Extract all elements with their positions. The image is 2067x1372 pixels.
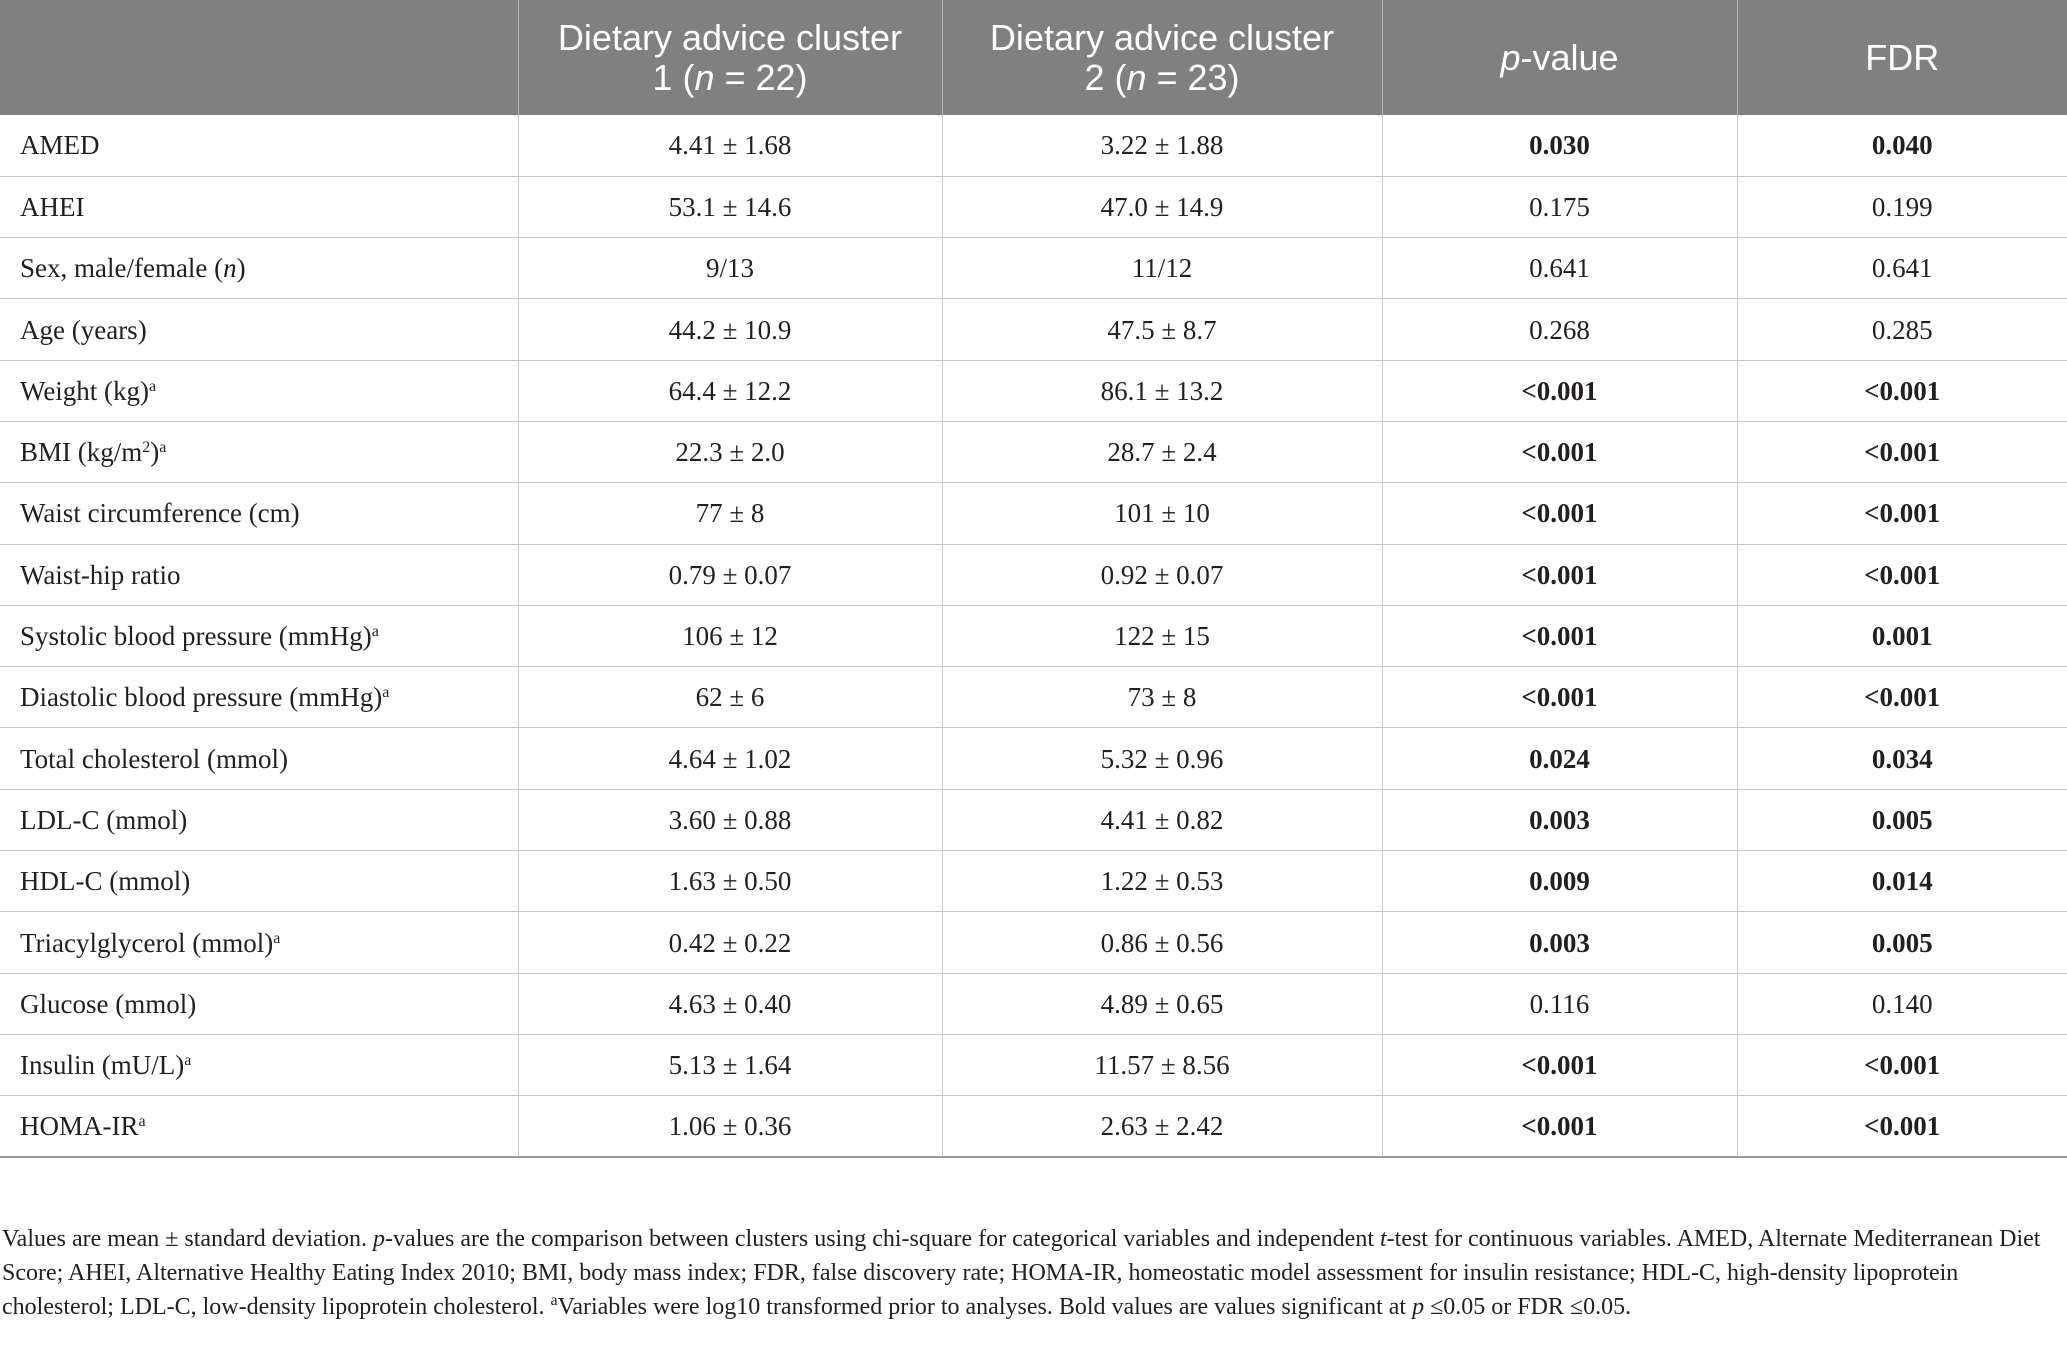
header-row xyxy=(0,0,2067,115)
row-label xyxy=(0,851,518,912)
header-fdr: FDR xyxy=(1737,0,2067,115)
cluster-2-value: 0.92 ± 0.07 xyxy=(942,544,1382,605)
cluster-2-value: 3.22 ± 1.88 xyxy=(942,115,1382,176)
p-value: <0.001 xyxy=(1382,605,1737,666)
table-row xyxy=(0,176,2067,237)
row-footnote-marker: a xyxy=(273,929,281,947)
header-p-post: -value xyxy=(1520,36,1619,78)
cluster-2-value: 101 ± 10 xyxy=(942,483,1382,544)
cluster-2-value: 4.89 ± 0.65 xyxy=(942,973,1382,1034)
header-cluster-2-pre: 2 ( xyxy=(1084,56,1127,98)
row-label xyxy=(0,973,518,1034)
table-row xyxy=(0,544,2067,605)
row-label-text: BMI (kg/m xyxy=(20,437,143,468)
cluster-1-value: 1.06 ± 0.36 xyxy=(518,1096,942,1157)
cluster-1-value: 0.79 ± 0.07 xyxy=(518,544,942,605)
table-row xyxy=(0,1096,2067,1157)
footnote-part: -values are the comparison between clusters using chi-square for categorical variables and independent xyxy=(385,1226,1380,1252)
cluster-2-value: 11/12 xyxy=(942,238,1382,299)
row-label-text: Waist circumference (cm) xyxy=(20,498,300,529)
row-label xyxy=(0,728,518,789)
cluster-1-value: 5.13 ± 1.64 xyxy=(518,1034,942,1095)
cluster-1-value: 106 ± 12 xyxy=(518,605,942,666)
p-value: 0.030 xyxy=(1382,115,1737,176)
cluster-2-value: 0.86 ± 0.56 xyxy=(942,912,1382,973)
cluster-1-value: 0.42 ± 0.22 xyxy=(518,912,942,973)
row-label xyxy=(0,115,518,176)
row-footnote-marker: a xyxy=(138,1113,146,1131)
header-cluster-1-n: n xyxy=(694,56,715,98)
cluster-1-value: 64.4 ± 12.2 xyxy=(518,360,942,421)
row-footnote-marker: a xyxy=(149,377,157,395)
cluster-1-value: 62 ± 6 xyxy=(518,667,942,728)
table-row xyxy=(0,115,2067,176)
table-footnote xyxy=(2,1222,2042,1324)
p-value: 0.175 xyxy=(1382,176,1737,237)
row-label-text: Age (years) xyxy=(20,314,147,345)
fdr-value: 0.005 xyxy=(1737,912,2067,973)
header-cluster-2-line2 xyxy=(953,58,1372,98)
cluster-2-value: 11.57 ± 8.56 xyxy=(942,1034,1382,1095)
fdr-value: <0.001 xyxy=(1737,667,2067,728)
footnote-italic: p xyxy=(1412,1294,1425,1320)
row-label-text: HOMA-IR xyxy=(20,1111,139,1142)
p-value: <0.001 xyxy=(1382,667,1737,728)
footnote-part: -test for continuous variables. AMED, Alternate Mediterranean Diet Score; AHEI, Alternative Healthy Eating Index 2010; BMI, body mass index; FDR, false discovery rate; HOMA-IR, homeostatic model assessment for insulin resistance; HDL-C, high-density lipoprotein cholesterol; LDL-C, low-density lipoprotein cholesterol. xyxy=(2,1226,2041,1320)
fdr-value: <0.001 xyxy=(1737,1034,2067,1095)
table-row xyxy=(0,421,2067,482)
fdr-value: 0.641 xyxy=(1737,238,2067,299)
header-cluster-2 xyxy=(942,0,1382,115)
row-label-text: Sex, male/female ( xyxy=(20,253,224,284)
row-footnote-marker: a xyxy=(371,623,379,641)
cluster-1-value: 4.63 ± 0.40 xyxy=(518,973,942,1034)
p-value: <0.001 xyxy=(1382,360,1737,421)
row-label xyxy=(0,421,518,482)
cluster-2-value: 5.32 ± 0.96 xyxy=(942,728,1382,789)
row-label-text: HDL-C (mmol) xyxy=(20,866,191,897)
row-label-superscript: 2 xyxy=(142,439,151,457)
table-row xyxy=(0,299,2067,360)
row-label xyxy=(0,789,518,850)
table-row xyxy=(0,973,2067,1034)
header-cluster-1-line2 xyxy=(529,58,932,98)
cluster-1-value: 3.60 ± 0.88 xyxy=(518,789,942,850)
row-footnote-marker: a xyxy=(382,684,390,702)
fdr-value: 0.001 xyxy=(1737,605,2067,666)
row-label-text: Insulin (mU/L) xyxy=(20,1050,185,1081)
row-label-italic: n xyxy=(223,253,237,284)
footnote-superscript: a xyxy=(550,1292,558,1309)
row-label-text: Systolic blood pressure (mmHg) xyxy=(20,621,372,652)
row-label xyxy=(0,238,518,299)
cluster-1-value: 77 ± 8 xyxy=(518,483,942,544)
row-label xyxy=(0,299,518,360)
row-label-text: Glucose (mmol) xyxy=(20,988,197,1019)
p-value: 0.641 xyxy=(1382,238,1737,299)
cluster-1-value: 4.64 ± 1.02 xyxy=(518,728,942,789)
table-row xyxy=(0,728,2067,789)
header-cluster-1-line1: Dietary advice cluster xyxy=(557,16,903,58)
p-value: 0.003 xyxy=(1382,912,1737,973)
row-label xyxy=(0,483,518,544)
fdr-value: <0.001 xyxy=(1737,544,2067,605)
header-variable xyxy=(0,0,518,115)
header-cluster-1 xyxy=(518,0,942,115)
p-value: 0.116 xyxy=(1382,973,1737,1034)
table-row xyxy=(0,912,2067,973)
p-value: <0.001 xyxy=(1382,1034,1737,1095)
cluster-2-value: 47.5 ± 8.7 xyxy=(942,299,1382,360)
row-label-text: Waist-hip ratio xyxy=(20,559,181,590)
cluster-2-value: 122 ± 15 xyxy=(942,605,1382,666)
fdr-value: 0.005 xyxy=(1737,789,2067,850)
header-cluster-2-line1: Dietary advice cluster xyxy=(989,16,1335,58)
header-cluster-2-post: = 23) xyxy=(1146,56,1240,98)
header-cluster-1-post: = 22) xyxy=(714,56,808,98)
p-value: <0.001 xyxy=(1382,483,1737,544)
cluster-2-value: 73 ± 8 xyxy=(942,667,1382,728)
cluster-1-value: 4.41 ± 1.68 xyxy=(518,115,942,176)
row-label xyxy=(0,912,518,973)
row-label-text: LDL-C (mmol) xyxy=(20,804,188,835)
cluster-1-value: 22.3 ± 2.0 xyxy=(518,421,942,482)
footnote-part: Variables were log10 transformed prior to analyses. Bold values are values significant at xyxy=(557,1294,1413,1320)
row-label-suffix: ) xyxy=(236,253,246,284)
footnote-italic: t xyxy=(1379,1226,1387,1252)
fdr-value: 0.014 xyxy=(1737,851,2067,912)
table-row xyxy=(0,605,2067,666)
row-label-text: Triacylglycerol (mmol) xyxy=(20,927,274,958)
table-row xyxy=(0,851,2067,912)
footnote-part: ≤0.05 or FDR ≤0.05. xyxy=(1424,1294,1632,1320)
row-label-text: AHEI xyxy=(20,191,85,222)
row-label-text: Weight (kg) xyxy=(20,375,150,406)
fdr-value: 0.199 xyxy=(1737,176,2067,237)
table-row xyxy=(0,238,2067,299)
cluster-2-value: 4.41 ± 0.82 xyxy=(942,789,1382,850)
row-footnote-marker: a xyxy=(184,1052,192,1070)
table-row xyxy=(0,483,2067,544)
fdr-value: <0.001 xyxy=(1737,1096,2067,1157)
p-value: 0.024 xyxy=(1382,728,1737,789)
row-label xyxy=(0,1096,518,1157)
footnote-part: Values are mean ± standard deviation. xyxy=(2,1226,374,1252)
p-value: <0.001 xyxy=(1382,1096,1737,1157)
table-row xyxy=(0,667,2067,728)
row-label xyxy=(0,360,518,421)
table-body xyxy=(0,115,2067,1157)
table-row xyxy=(0,360,2067,421)
p-value: <0.001 xyxy=(1382,544,1737,605)
header-cluster-1-pre: 1 ( xyxy=(652,56,695,98)
table-row xyxy=(0,789,2067,850)
cluster-1-value: 53.1 ± 14.6 xyxy=(518,176,942,237)
header-p-value xyxy=(1382,0,1737,115)
cluster-2-value: 1.22 ± 0.53 xyxy=(942,851,1382,912)
row-footnote-marker: a xyxy=(159,439,167,457)
cluster-1-value: 9/13 xyxy=(518,238,942,299)
row-label-text: AMED xyxy=(20,130,100,161)
row-label-text: Diastolic blood pressure (mmHg) xyxy=(20,682,383,713)
p-value: <0.001 xyxy=(1382,421,1737,482)
p-value: 0.268 xyxy=(1382,299,1737,360)
p-value: 0.009 xyxy=(1382,851,1737,912)
cluster-2-value: 28.7 ± 2.4 xyxy=(942,421,1382,482)
footnote-italic: p xyxy=(373,1226,386,1252)
fdr-value: 0.040 xyxy=(1737,115,2067,176)
fdr-value: <0.001 xyxy=(1737,360,2067,421)
cluster-1-value: 1.63 ± 0.50 xyxy=(518,851,942,912)
fdr-value: 0.140 xyxy=(1737,973,2067,1034)
fdr-value: 0.285 xyxy=(1737,299,2067,360)
table-header xyxy=(0,0,2067,115)
row-label xyxy=(0,605,518,666)
row-label xyxy=(0,667,518,728)
table-row xyxy=(0,1034,2067,1095)
header-cluster-2-n: n xyxy=(1126,56,1147,98)
cluster-2-value: 47.0 ± 14.9 xyxy=(942,176,1382,237)
row-label xyxy=(0,1034,518,1095)
row-label xyxy=(0,176,518,237)
row-label-suffix: ) xyxy=(150,437,160,468)
row-label xyxy=(0,544,518,605)
fdr-value: <0.001 xyxy=(1737,483,2067,544)
p-value: 0.003 xyxy=(1382,789,1737,850)
fdr-value: <0.001 xyxy=(1737,421,2067,482)
cluster-1-value: 44.2 ± 10.9 xyxy=(518,299,942,360)
fdr-value: 0.034 xyxy=(1737,728,2067,789)
cluster-2-value: 2.63 ± 2.42 xyxy=(942,1096,1382,1157)
cluster-2-value: 86.1 ± 13.2 xyxy=(942,360,1382,421)
header-p-var: p xyxy=(1500,36,1521,78)
row-label-text: Total cholesterol (mmol) xyxy=(20,743,289,774)
